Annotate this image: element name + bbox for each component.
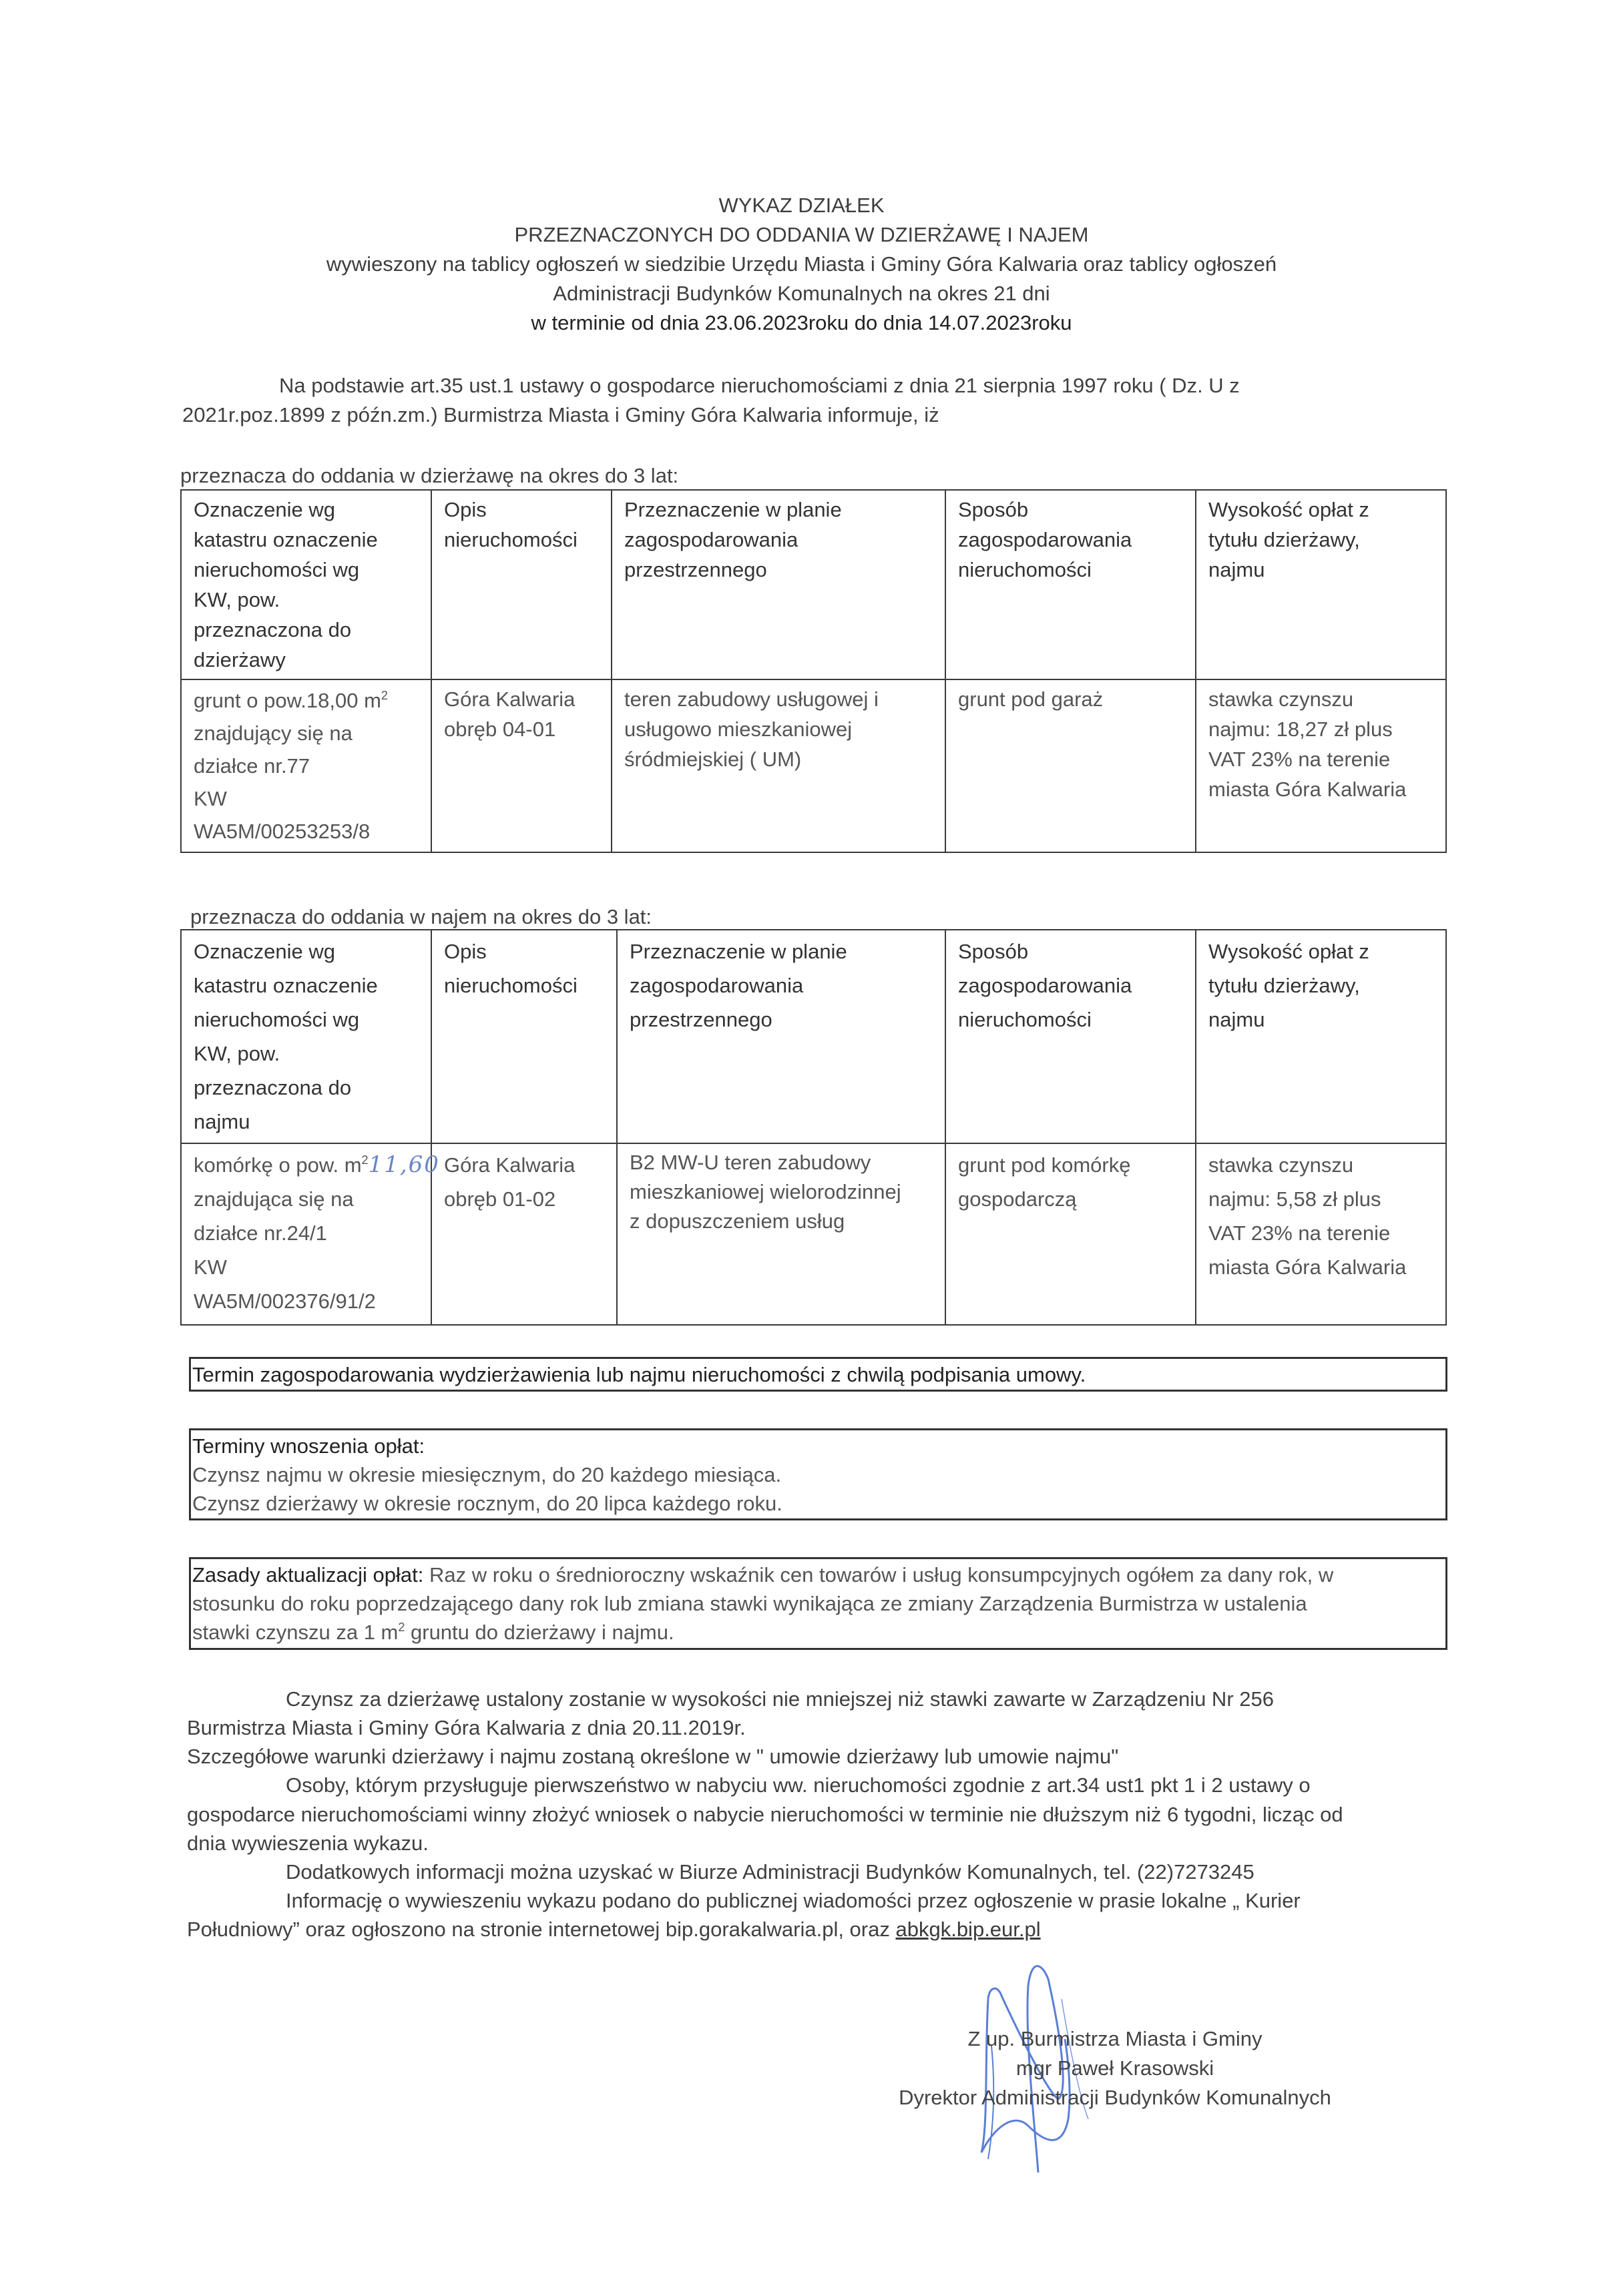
cell-usage: grunt pod komórkę gospodarczą xyxy=(945,1143,1196,1325)
priority-line1: Osoby, którym przysługuje pierwszeństwo w nabyciu ww. nieruchomości zgodnie z art.34 ust1 pkt 1 i 2 ustawy o xyxy=(286,1773,1311,1797)
cell-fee: stawka czynszu najmu: 5,58 zł plus VAT 23% na terenie miasta Góra Kalwaria xyxy=(1196,1143,1446,1325)
cell-fee: stawka czynszu najmu: 18,27 zł plus VAT 23% na terenie miasta Góra Kalwaria xyxy=(1196,679,1446,852)
header-usage: Sposób zagospodarowania nieruchomości xyxy=(945,490,1196,679)
signatory-authority: Z up. Burmistrza Miasta i Gminy xyxy=(967,2027,1263,2050)
legal-basis-line2: 2021r.poz.1899 z późn.zm.) Burmistrza Miasta i Gminy Góra Kalwaria informuje, iż xyxy=(182,403,939,426)
contact-info: Dodatkowych informacji można uzyskać w Biurze Administracji Budynków Komunalnych, tel. (22)7273245 xyxy=(286,1860,1254,1884)
rent-table-caption: przeznacza do oddania w najem na okres do 3 lat: xyxy=(190,905,652,928)
document-title: WYKAZ DZIAŁEK xyxy=(718,194,885,217)
header-designation: Oznaczenie wg katastru oznaczenie nieruchomości wg KW, pow. przeznaczona do dzierżawy xyxy=(181,490,431,679)
lease-table-caption: przeznacza do oddania w dzierżawę na okres do 3 lat: xyxy=(180,464,679,487)
signatory-title: Dyrektor Administracji Budynków Komunalnych xyxy=(899,2086,1331,2109)
contract-terms: Szczegółowe warunki dzierżawy i najmu zostaną określone w " umowie dzierżawy lub umowie najmu" xyxy=(187,1745,1119,1768)
rent-table-header-row xyxy=(181,930,1446,1143)
cell-designation: komórkę o pow. $m^211,60$ znajdująca się na działce nr.24/1 KW WA5M/002376/91/2 xyxy=(181,1143,431,1325)
rent-table xyxy=(180,929,1447,1326)
priority-line2: gospodarce nieruchomościami winny złożyć wniosek o nabycie nieruchomości w terminie nie dłuższym niż 6 tygodni, licząc od xyxy=(187,1803,1343,1826)
lease-table xyxy=(180,489,1447,853)
legal-basis-line1: Na podstawie art.35 ust.1 ustawy o gospodarce nieruchomościami z dnia 21 sierpnia 1997 roku ( Dz. U z xyxy=(279,374,1240,397)
fee-update-rules-text: Raz w roku o średnioroczny wskaźnik cen towarów i usług konsumpcyjnych ogółem za dany rok, w xyxy=(423,1563,1334,1587)
payment-terms-title: Terminy wnoszenia opłat: xyxy=(192,1434,425,1458)
cell-zoning: B2 MW-U teren zabudowy mieszkaniowej wielorodzinnej z dopuszczeniem usług xyxy=(617,1143,945,1325)
development-term-box xyxy=(189,1357,1447,1392)
header-usage: Sposób zagospodarowania nieruchomości xyxy=(945,930,1196,1143)
posting-info: wywieszony na tablicy ogłoszeń w siedzibie Urzędu Miasta i Gminy Góra Kalwaria oraz tablicy ogłoszeń xyxy=(326,252,1277,276)
rent-basis-line1: Czynsz za dzierżawę ustalony zostanie w wysokości nie mniejszej niż stawki zawarte w Zarządzeniu Nr 256 xyxy=(286,1687,1274,1711)
cell-designation: grunt o pow.18,00 $m^2$ znajdujący się na działce nr.77 KW WA5M/00253253/8 xyxy=(181,679,431,852)
header-description: Opis nieruchomości xyxy=(431,490,612,679)
abkgk-link[interactable]: abkgk.bip.eur.pl xyxy=(895,1918,1041,1941)
handwritten-area: 11,60 xyxy=(368,1151,440,1178)
priority-line3: dnia wywieszenia wykazu. xyxy=(187,1831,429,1855)
signatory-name: mgr Paweł Krasowski xyxy=(1015,2056,1214,2080)
posting-info-secondary: Administracji Budynków Komunalnych na okres 21 dni xyxy=(553,282,1050,305)
payment-terms-lease: Czynsz dzierżawy w okresie rocznym, do 20 lipca każdego roku. xyxy=(192,1492,782,1515)
cell-zoning: teren zabudowy usługowej i usługowo mieszkaniowej śródmiejskiej ( UM) xyxy=(612,679,945,852)
payment-terms-rent: Czynsz najmu w okresie miesięcznym, do 20 każdego miesiąca. xyxy=(192,1463,782,1486)
header-zoning: Przeznaczenie w planie zagospodarowania przestrzennego xyxy=(617,930,945,1143)
fee-update-rules-label: Zasady aktualizacji opłat: xyxy=(192,1563,424,1587)
table-row xyxy=(181,1143,1446,1325)
header-fee: Wysokość opłat z tytułu dzierżawy, najmu xyxy=(1196,490,1446,679)
header-designation: Oznaczenie wg katastru oznaczenie nieruchomości wg KW, pow. przeznaczona do najmu xyxy=(181,930,431,1143)
publication-line2: Południowy” oraz ogłoszono na stronie internetowej bip.gorakalwaria.pl, oraz abkgk.bip.eur.pl xyxy=(187,1918,1041,1941)
lease-table-header-row xyxy=(181,490,1446,679)
table-row xyxy=(181,679,1446,852)
publication-line1: Informację o wywieszeniu wykazu podano do publicznej wiadomości przez ogłoszenie w prasie lokalne „ Kurier xyxy=(286,1889,1301,1912)
header-fee: Wysokość opłat z tytułu dzierżawy, najmu xyxy=(1196,930,1446,1143)
fee-update-rules-line3: stawki czynszu za 1 $m^2$ gruntu do dzierżawy i najmu. xyxy=(192,1621,674,1644)
development-term-text: Termin zagospodarowania wydzierżawienia lub najmu nieruchomości z chwilą podpisania umowy. xyxy=(192,1363,1086,1386)
document-title-secondary: PRZEZNACZONYCH DO ODDANIA W DZIERŻAWĘ I NAJEM xyxy=(514,223,1089,246)
payment-terms-box xyxy=(189,1428,1447,1520)
posting-period: w terminie od dnia 23.06.2023roku do dnia 14.07.2023roku xyxy=(531,311,1072,334)
cell-usage: grunt pod garaż xyxy=(945,679,1196,852)
rent-basis-line2: Burmistrza Miasta i Gminy Góra Kalwaria z dnia 20.11.2019r. xyxy=(187,1716,746,1739)
header-zoning: Przeznaczenie w planie zagospodarowania przestrzennego xyxy=(612,490,945,679)
fee-update-rules-box xyxy=(189,1557,1447,1650)
cell-description: Góra Kalwaria obręb 04-01 xyxy=(431,679,612,852)
header-description: Opis nieruchomości xyxy=(431,930,617,1143)
fee-update-rules-line2: stosunku do roku poprzedzającego dany rok lub zmiana stawki wynikająca ze zmiany Zarządzenia Burmistrza w ustalenia xyxy=(192,1592,1307,1615)
cell-description: Góra Kalwaria obręb 01-02 xyxy=(431,1143,617,1325)
